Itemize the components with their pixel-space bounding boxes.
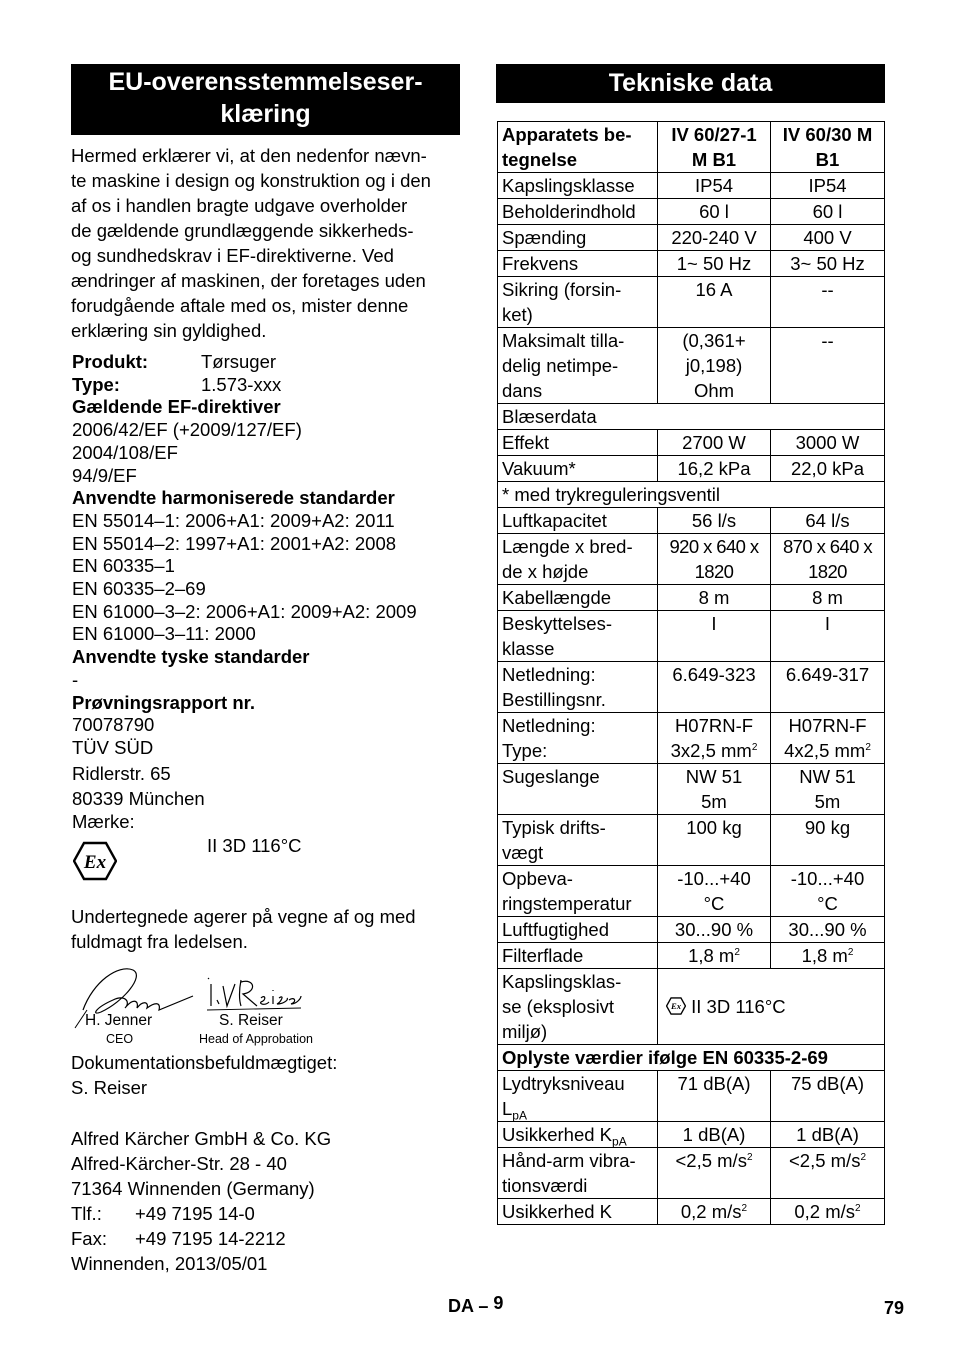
table-row: [498, 943, 885, 969]
row-label: Hånd-arm vibra- tionsværdi: [498, 1148, 658, 1199]
table-row: [498, 917, 885, 943]
table-section-row: [498, 404, 885, 430]
table-row: [498, 251, 885, 277]
footer-dash: –: [478, 1296, 489, 1316]
table-row: [498, 508, 885, 534]
product-value: Tørsuger: [201, 351, 277, 372]
type-label: Type:: [72, 373, 120, 395]
row-label: Kabellængde: [498, 585, 658, 611]
row-value-model2: 22,0 kPa: [771, 456, 885, 482]
svg-text:Ex: Ex: [671, 1001, 681, 1012]
report-line: 70078790: [72, 714, 155, 736]
phone-row: [71, 1201, 463, 1226]
signed-statement: [71, 904, 463, 954]
table-section-row: [498, 1045, 885, 1071]
phone-label: Tlf.:: [71, 1203, 102, 1224]
fax-label: Fax:: [71, 1228, 107, 1249]
footnote-text: * med trykreguleringsventil: [498, 482, 885, 508]
row-label: Længde x bred- de x højde: [498, 534, 658, 585]
footer-section-indicator: [448, 1293, 504, 1317]
row-value-model2: 3000 W: [771, 430, 885, 456]
row-value-model2: I: [771, 611, 885, 662]
row-value-model2: 60 l: [771, 199, 885, 225]
german-standards-value: -: [72, 668, 79, 690]
table-row: [498, 456, 885, 482]
row-value-model1: 56 l/s: [658, 508, 771, 534]
harmonised-item: EN 60335–2–69: [72, 578, 206, 600]
table-row: [498, 430, 885, 456]
report-line: 80339 München: [72, 788, 205, 810]
row-value-model1: 60 l: [658, 199, 771, 225]
fax-row: [71, 1226, 463, 1251]
header-model1-cell: IV 60/27-1 M B1: [658, 122, 771, 173]
table-row: [498, 662, 885, 713]
documentation-contact: [71, 1050, 463, 1100]
intro-line: forudgående aftale med os, mister denne: [71, 295, 409, 316]
row-value-model2: <2,5 $m/s^2$: [771, 1148, 885, 1199]
row-label: Kapslingsklasse: [498, 173, 658, 199]
directives-heading: Gældende EF-direktiver: [72, 396, 281, 418]
footer-section-page: 9: [493, 1293, 504, 1313]
row-label: Netledning: Type:: [498, 713, 658, 764]
ex-hexagon-icon: [73, 841, 117, 881]
address-line: 71364 Winnenden (Germany): [71, 1178, 315, 1199]
table-row: [498, 611, 885, 662]
row-label: Luftfugtighed: [498, 917, 658, 943]
row-value-model2: 1 dB(A): [771, 1122, 885, 1148]
row-label: Typisk drifts- vægt: [498, 815, 658, 866]
address-line: Alfred-Kärcher-Str. 28 - 40: [71, 1153, 287, 1174]
row-value-model1: NW 51 5m: [658, 764, 771, 815]
table-row: [498, 534, 885, 585]
signatory2-name: S. Reiser: [219, 1012, 283, 1029]
row-value-model2: 0,2 $m/s^2$: [771, 1199, 885, 1225]
header-label-cell: Apparatets be- tegnelse: [498, 122, 658, 173]
row-value-model2: 6.649-317: [771, 662, 885, 713]
row-label: Spænding: [498, 225, 658, 251]
declaration-title: [71, 64, 460, 135]
product-details: [72, 351, 464, 834]
row-value-model2: 90 kg: [771, 815, 885, 866]
table-row: [498, 815, 885, 866]
row-label: Sugeslange: [498, 764, 658, 815]
type-row: [72, 374, 464, 397]
technical-data-title: Tekniske data: [496, 64, 885, 103]
intro-line: af os i handlen bragte udgave overholder: [71, 195, 408, 216]
row-label: Kapslingsklas- se (eksplosivt miljø): [498, 969, 658, 1045]
table-row: [498, 225, 885, 251]
harmonised-item: EN 55014–2: 1997+A1: 2001+A2: 2008: [72, 532, 397, 554]
row-value-model1: 16 A: [658, 277, 771, 328]
declaration-title-line2: klæring: [220, 100, 311, 128]
technical-data-table: [497, 121, 885, 1225]
row-value-model2: 75 dB(A): [771, 1071, 885, 1122]
product-label: Produkt:: [72, 351, 149, 372]
row-value-model2: 30...90 %: [771, 917, 885, 943]
table-row: [498, 199, 885, 225]
report-line: Ridlerstr. 65: [72, 762, 171, 784]
row-label: Netledning: Bestillingsnr.: [498, 662, 658, 713]
address-line: Alfred Kärcher GmbH & Co. KG: [71, 1128, 332, 1149]
row-label: Beholderindhold: [498, 199, 658, 225]
table-header-row: [498, 122, 885, 173]
row-value-model2: 64 l/s: [771, 508, 885, 534]
row-value-model1: 1 dB(A): [658, 1122, 771, 1148]
row-label: Effekt: [498, 430, 658, 456]
table-row: [498, 969, 885, 1045]
table-row: [498, 1071, 885, 1122]
row-label: Filterflade: [498, 943, 658, 969]
row-label: Sikring (forsin- ket): [498, 277, 658, 328]
ex-marking-text: II 3D 116°C: [207, 835, 302, 856]
table-row: [498, 866, 885, 917]
intro-line: og sundhedskrav i EF-direktiverne. Ved: [71, 245, 394, 266]
footer-language: DA: [448, 1296, 474, 1316]
ex-hexagon-icon: [666, 997, 686, 1015]
intro-line: Hermed erklærer vi, at den nedenfor nævn-: [71, 145, 427, 166]
row-label: Maksimalt tilla- delig netimpe- dans: [498, 328, 658, 404]
row-value-model1: I: [658, 611, 771, 662]
row-value-model2: NW 51 5m: [771, 764, 885, 815]
report-line: TÜV SÜD: [72, 736, 154, 758]
row-value-model2: -10...+40 °C: [771, 866, 885, 917]
row-label: Lydtryksniveau $L_{pA}$: [498, 1071, 658, 1122]
product-row: [72, 351, 464, 374]
intro-line: de gældende grundlæggende sikkerheds-: [71, 220, 414, 241]
row-value-model1: 1~ 50 Hz: [658, 251, 771, 277]
harmonised-item: EN 61000–3–11: 2000: [72, 623, 256, 645]
signed-line: Undertegnede agerer på vegne af og med: [71, 906, 416, 927]
signatory1-title: CEO: [106, 1032, 134, 1046]
table-row: [498, 173, 885, 199]
section-label: Blæserdata: [498, 404, 885, 430]
table-row: [498, 277, 885, 328]
row-label: Usikkerhed K: [498, 1199, 658, 1225]
row-value-model1: -10...+40 °C: [658, 866, 771, 917]
row-value-model1: 8 m: [658, 585, 771, 611]
declaration-title-line1: EU-overensstemmelseser-: [108, 68, 423, 96]
german-standards-heading: Anvendte tyske standarder: [72, 646, 310, 668]
row-value-model2: --: [771, 328, 885, 404]
header-model2-cell: IV 60/30 M B1: [771, 122, 885, 173]
harmonised-heading: Anvendte harmoniserede standarder: [72, 487, 395, 509]
row-label: Frekvens: [498, 251, 658, 277]
phone-value: +49 7195 14-0: [135, 1203, 255, 1224]
docs-line: S. Reiser: [71, 1077, 148, 1098]
table-row: [498, 585, 885, 611]
table-row: [498, 328, 885, 404]
table-row: [498, 713, 885, 764]
signatory1-name: H. Jenner: [85, 1012, 153, 1029]
intro-line: ændringer af maskinen, der foretages uden: [71, 270, 426, 291]
table-footnote-row: [498, 482, 885, 508]
signatory2-title: Head of Approbation: [199, 1032, 313, 1046]
table-row: [498, 1148, 885, 1199]
row-value-merged: Ex II 3D 116°C: [658, 969, 885, 1045]
svg-text:Ex: Ex: [83, 852, 107, 873]
row-value-model1: 2700 W: [658, 430, 771, 456]
page-number: 79: [884, 1298, 905, 1318]
place-date: Winnenden, 2013/05/01: [71, 1253, 268, 1274]
signature-reiser-image: [205, 970, 305, 1015]
table-row: [498, 1199, 885, 1225]
row-label: Luftkapacitet: [498, 508, 658, 534]
section-label: Oplyste værdier ifølge EN 60335-2-69: [498, 1045, 885, 1071]
row-label: Beskyttelses- klasse: [498, 611, 658, 662]
directive-item: 2004/108/EF: [72, 441, 178, 463]
row-value-model1: 100 kg: [658, 815, 771, 866]
company-address: [71, 1126, 463, 1276]
row-value-model2: 8 m: [771, 585, 885, 611]
declaration-intro: [71, 143, 463, 343]
row-value-model1: 30...90 %: [658, 917, 771, 943]
row-value-model1: 920 x 640 x 1820: [658, 534, 771, 585]
row-label: Opbeva- ringstemperatur: [498, 866, 658, 917]
row-value-model1: (0,361+ j0,198) Ohm: [658, 328, 771, 404]
row-label: Vakuum*: [498, 456, 658, 482]
row-value-model2: IP54: [771, 173, 885, 199]
fax-value: +49 7195 14-2212: [135, 1228, 286, 1249]
docs-line: Dokumentationsbefuldmægtiget:: [71, 1052, 338, 1073]
row-value-model1: 16,2 kPa: [658, 456, 771, 482]
row-value-model1: 1,8 $m^2$: [658, 943, 771, 969]
row-value-model1: <2,5 $m/s^2$: [658, 1148, 771, 1199]
table-row: [498, 1122, 885, 1148]
row-value-model2: H07RN-F 4x2,5 $mm^2$: [771, 713, 885, 764]
row-value-model1: 0,2 $m/s^2$: [658, 1199, 771, 1225]
harmonised-item: EN 61000–3–2: 2006+A1: 2009+A2: 2009: [72, 600, 417, 622]
row-value-model2: --: [771, 277, 885, 328]
table-row: [498, 764, 885, 815]
type-value: 1.573-xxx: [201, 373, 282, 395]
row-value-model2: 870 x 640 x 1820: [771, 534, 885, 585]
directive-item: 2006/42/EF (+2009/127/EF): [72, 419, 302, 441]
report-heading: Prøvningsrapport nr.: [72, 691, 255, 713]
row-value-model1: 220-240 V: [658, 225, 771, 251]
row-label: Usikkerhed $K_{pA}$: [498, 1122, 658, 1148]
signed-line: fuldmagt fra ledelsen.: [71, 931, 248, 952]
intro-line: te maskine i design og konstruktion og i den: [71, 170, 431, 191]
harmonised-item: EN 60335–1: [72, 555, 175, 577]
row-value-model1: H07RN-F 3x2,5 $mm^2$: [658, 713, 771, 764]
row-value-model1: 71 dB(A): [658, 1071, 771, 1122]
row-value-model1: 6.649-323: [658, 662, 771, 713]
harmonised-item: EN 55014–1: 2006+A1: 2009+A2: 2011: [72, 509, 395, 531]
row-value-model2: 1,8 $m^2$: [771, 943, 885, 969]
directive-item: 94/9/EF: [72, 464, 137, 486]
row-value-model2: 400 V: [771, 225, 885, 251]
row-value-model2: 3~ 50 Hz: [771, 251, 885, 277]
intro-line: erklæring sin gyldighed.: [71, 320, 267, 341]
report-line: Mærke:: [72, 811, 135, 833]
row-value-model1: IP54: [658, 173, 771, 199]
